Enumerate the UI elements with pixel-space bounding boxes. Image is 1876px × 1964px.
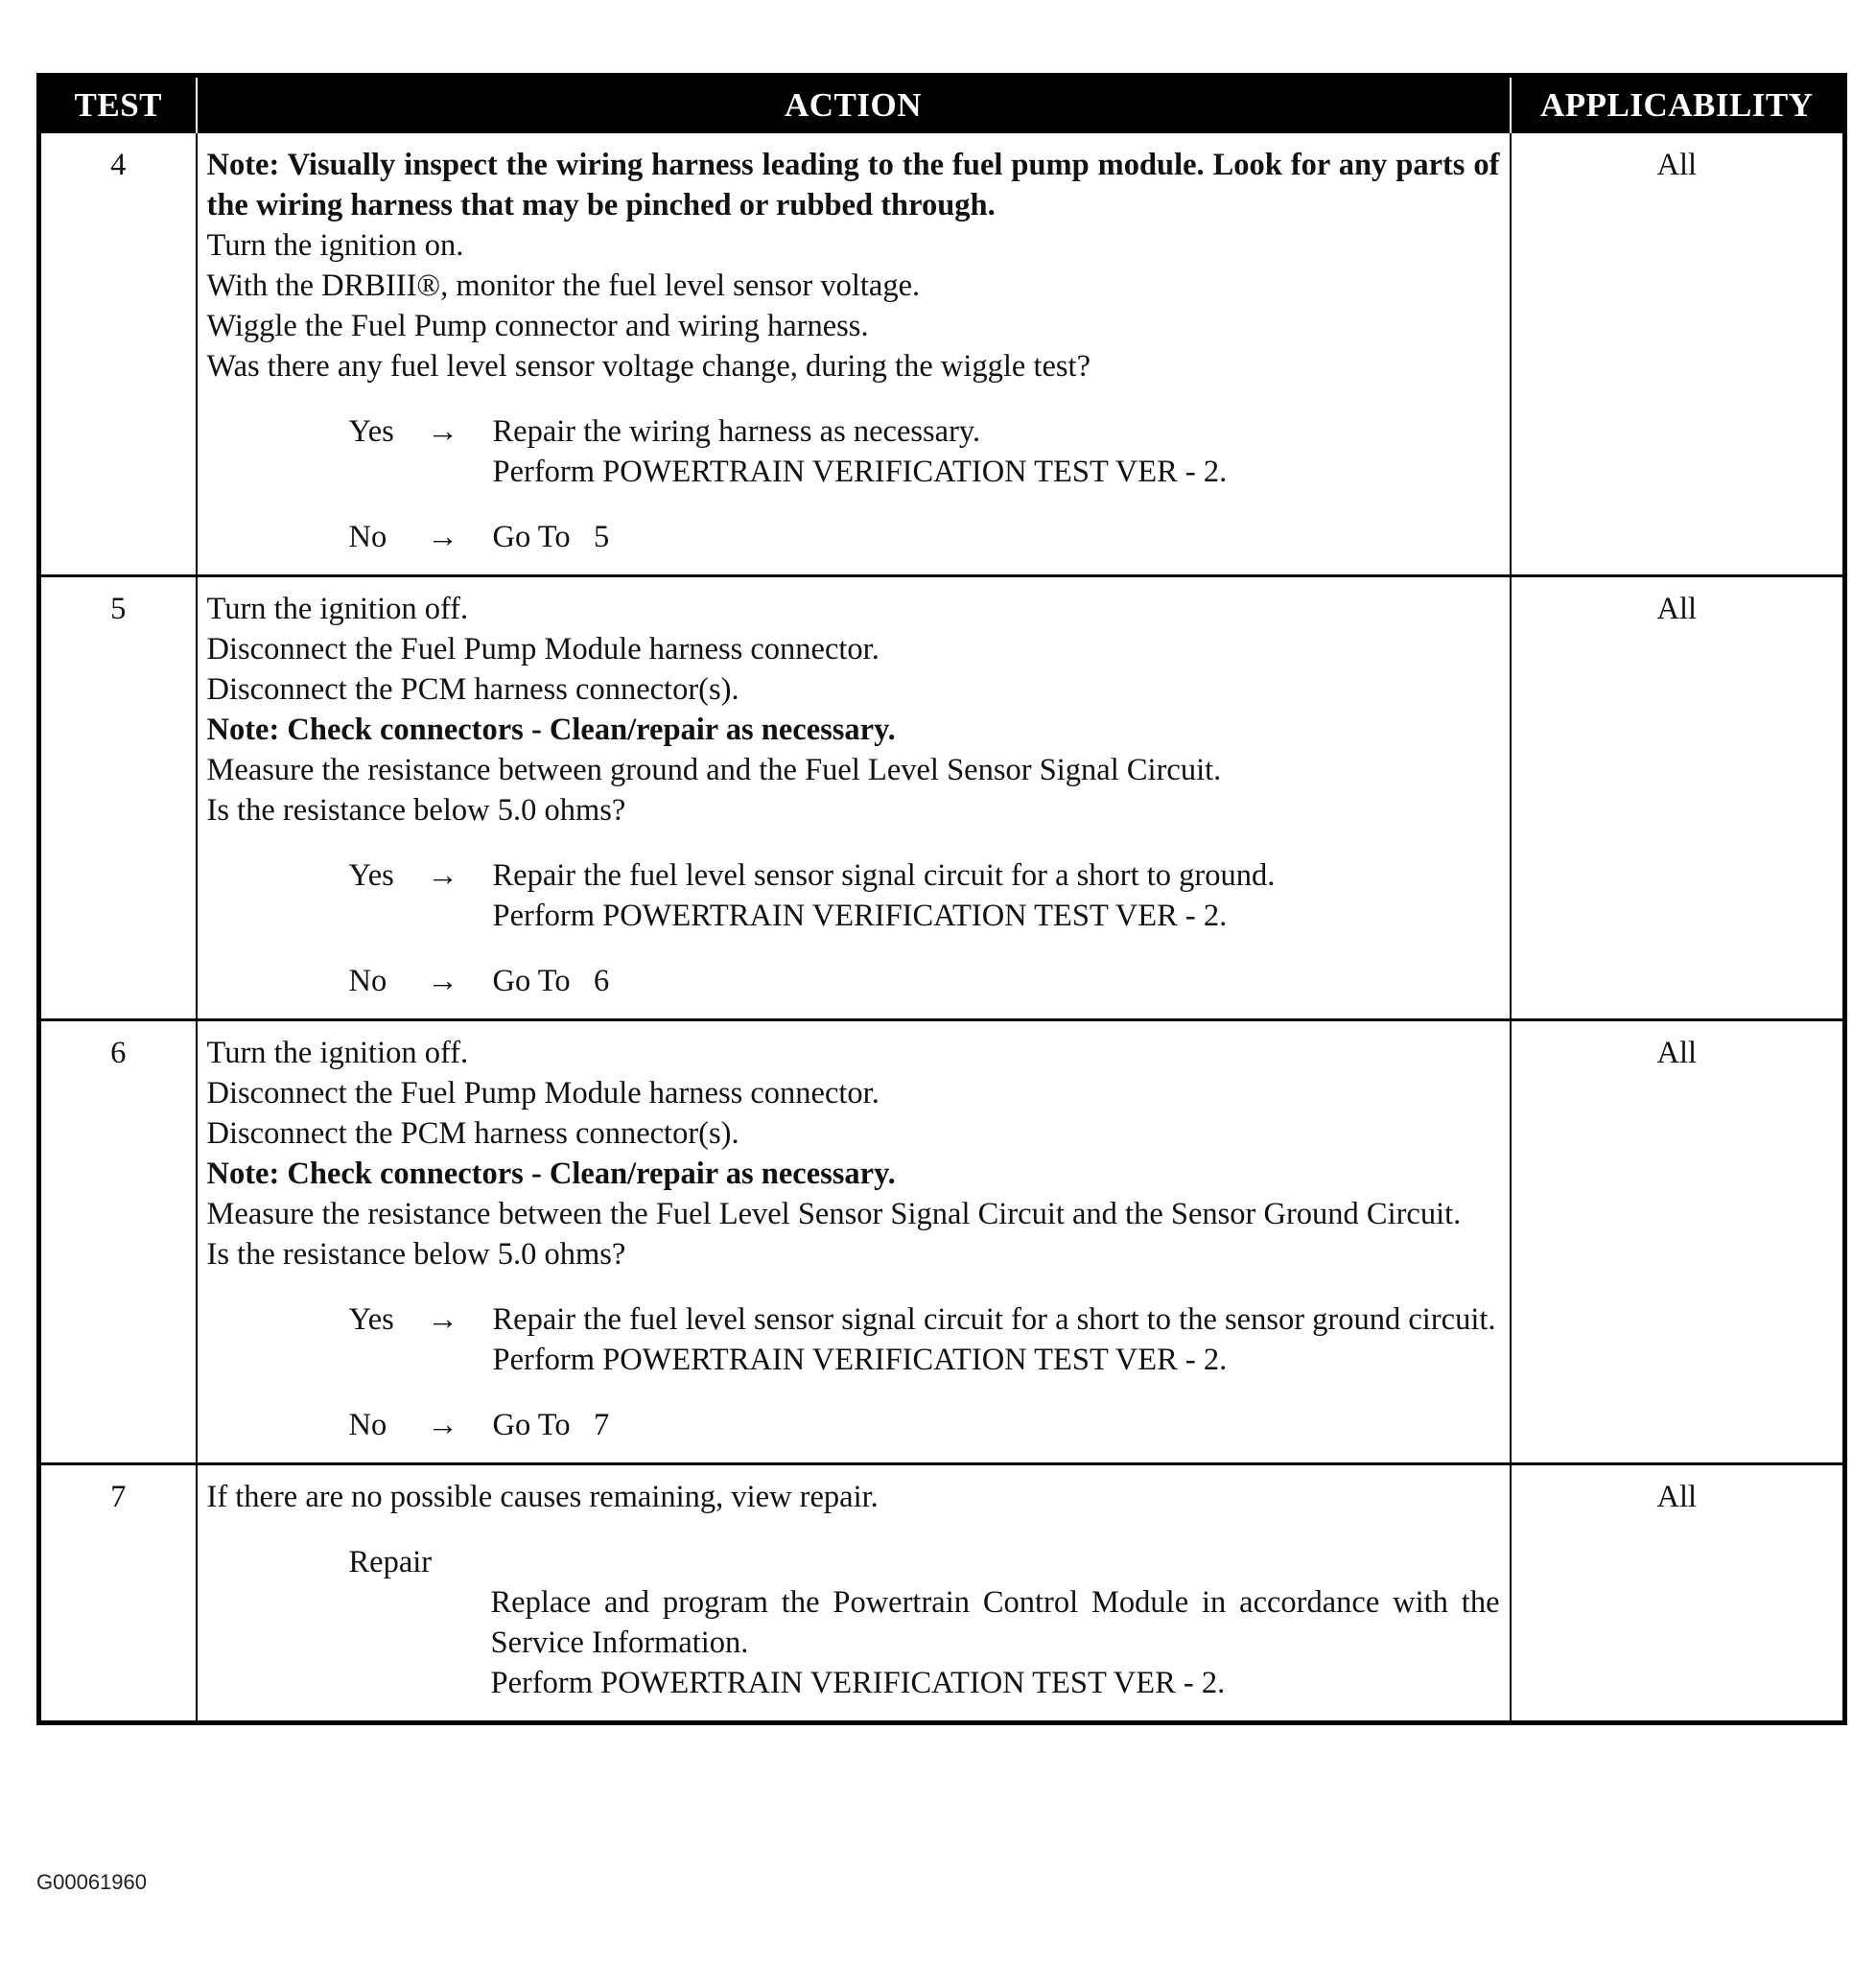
applicability-value: All xyxy=(1511,1464,1845,1723)
applicability-value: All xyxy=(1511,133,1845,576)
applicability-value: All xyxy=(1511,1020,1845,1464)
yes-action: Repair the fuel level sensor signal circuit for a short to ground. xyxy=(492,858,1276,893)
action-line: Disconnect the Fuel Pump Module harness connector. xyxy=(206,1076,879,1111)
action-line: Note: Visually inspect the wiring harness leading to the fuel pump module. Look for any parts of the wiring harness that may be pinched or rubbed through. xyxy=(206,148,1508,222)
test-number: 5 xyxy=(39,576,197,1020)
yes-action: Perform POWERTRAIN VERIFICATION TEST VER - 2. xyxy=(492,899,1228,933)
repair-line: Perform POWERTRAIN VERIFICATION TEST VER - 2. xyxy=(490,1666,1226,1700)
no-branch xyxy=(349,517,1500,557)
action-line: If there are no possible causes remaining, view repair. xyxy=(206,1480,879,1514)
yes-label: Yes xyxy=(348,858,394,893)
yes-action: Perform POWERTRAIN VERIFICATION TEST VER - 2. xyxy=(492,455,1228,489)
test-number: 6 xyxy=(39,1020,197,1464)
table-row xyxy=(39,576,1845,1020)
header-action: ACTION xyxy=(197,76,1511,134)
yes-action: Perform POWERTRAIN VERIFICATION TEST VER - 2. xyxy=(492,1343,1228,1377)
no-branch xyxy=(349,1405,1500,1445)
arrow-right-icon: → xyxy=(427,414,458,449)
arrow-right-icon: → xyxy=(427,520,458,554)
yes-label: Yes xyxy=(348,414,394,449)
no-label: No xyxy=(348,1408,387,1442)
action-cell xyxy=(197,1020,1511,1464)
test-action-table xyxy=(36,73,1847,1725)
no-branch xyxy=(349,961,1500,1001)
diagnostic-procedure xyxy=(36,73,1842,1725)
header-applicability: APPLICABILITY xyxy=(1511,76,1845,134)
goto-link[interactable]: Go To 6 xyxy=(492,964,610,998)
action-line: Was there any fuel level sensor voltage change, during the wiggle test? xyxy=(206,349,1091,384)
figure-id: G00061960 xyxy=(36,1870,147,1894)
goto-link[interactable]: Go To 7 xyxy=(492,1408,610,1442)
table-row xyxy=(39,133,1845,576)
action-line: Measure the resistance between the Fuel Level Sensor Signal Circuit and the Sensor Ground Circuit. xyxy=(206,1197,1462,1231)
header-test: TEST xyxy=(39,76,197,134)
action-line: With the DRBIII®, monitor the fuel level sensor voltage. xyxy=(206,269,921,303)
table-row xyxy=(39,1020,1845,1464)
action-line: Is the resistance below 5.0 ohms? xyxy=(206,1237,626,1272)
action-line: Is the resistance below 5.0 ohms? xyxy=(206,793,626,828)
action-line: Turn the ignition off. xyxy=(206,592,469,626)
yes-branch xyxy=(349,1299,1500,1380)
action-line: Note: Check connectors - Clean/repair as necessary. xyxy=(206,713,896,747)
yes-action: Repair the fuel level sensor signal circuit for a short to the sensor ground circuit. xyxy=(492,1302,1496,1337)
applicability-value: All xyxy=(1511,576,1845,1020)
repair-line: Replace and program the Powertrain Control Module in accordance with the Service Information. xyxy=(490,1585,1508,1660)
action-line: Turn the ignition on. xyxy=(206,228,464,263)
action-line: Turn the ignition off. xyxy=(206,1036,469,1070)
action-cell xyxy=(197,133,1511,576)
yes-action: Repair the wiring harness as necessary. xyxy=(492,414,981,449)
arrow-right-icon: → xyxy=(427,964,458,998)
action-cell xyxy=(197,576,1511,1020)
test-number: 4 xyxy=(39,133,197,576)
repair-label: Repair xyxy=(348,1545,433,1579)
yes-branch xyxy=(349,855,1500,936)
action-line: Disconnect the PCM harness connector(s). xyxy=(206,1116,739,1151)
repair-instructions xyxy=(490,1582,1508,1703)
action-line: Wiggle the Fuel Pump connector and wiring harness. xyxy=(206,309,869,343)
action-line: Note: Check connectors - Clean/repair as necessary. xyxy=(206,1157,896,1191)
arrow-right-icon: → xyxy=(427,858,458,893)
goto-link[interactable]: Go To 5 xyxy=(492,520,610,554)
arrow-right-icon: → xyxy=(427,1302,458,1337)
arrow-right-icon: → xyxy=(427,1408,458,1442)
header-row xyxy=(39,76,1845,134)
table-row xyxy=(39,1464,1845,1723)
action-line: Disconnect the PCM harness connector(s). xyxy=(206,672,739,707)
yes-label: Yes xyxy=(348,1302,394,1337)
test-number: 7 xyxy=(39,1464,197,1723)
yes-branch xyxy=(349,411,1500,492)
no-label: No xyxy=(348,520,387,554)
action-line: Disconnect the Fuel Pump Module harness connector. xyxy=(206,632,879,666)
action-line: Measure the resistance between ground and the Fuel Level Sensor Signal Circuit. xyxy=(206,753,1222,787)
no-label: No xyxy=(348,964,387,998)
action-cell xyxy=(197,1464,1511,1723)
